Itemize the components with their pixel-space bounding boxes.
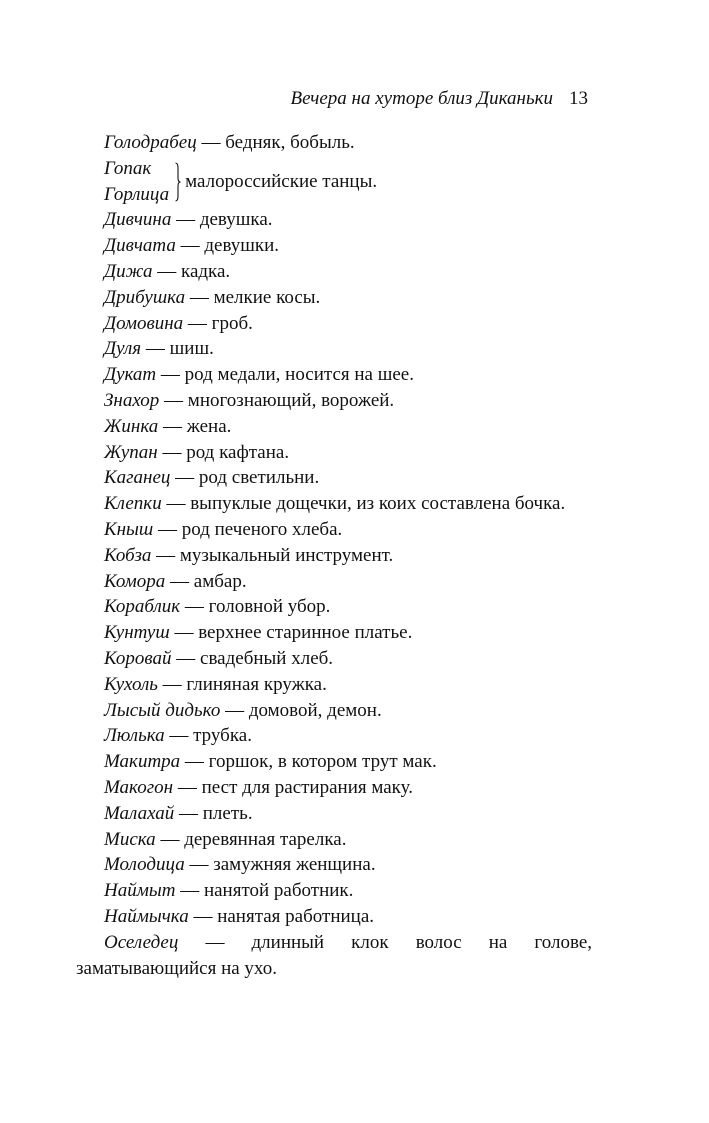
glossary-entry	[76, 414, 592, 440]
glossary-entry	[76, 827, 592, 853]
glossary-entry	[76, 311, 592, 337]
glossary-entry	[76, 362, 592, 388]
running-title: Вечера на хуторе близ Диканьки	[290, 88, 553, 109]
entry-dash: —	[158, 518, 178, 540]
glossary-entry	[76, 698, 592, 724]
glossary-entry	[76, 517, 592, 543]
glossary-entry	[76, 336, 592, 362]
entry-dash: —	[156, 544, 176, 566]
entry-dash: —	[160, 828, 180, 850]
glossary-entry	[76, 749, 592, 775]
entry-dash: —	[160, 364, 180, 386]
glossary-entry	[76, 801, 592, 827]
glossary-entry	[76, 440, 592, 466]
entry-definition: горшок, в котором трут мак.	[208, 751, 437, 773]
entry-term: Дукат	[104, 364, 157, 386]
entry-dash: —	[174, 622, 194, 644]
entry-definition: плеть.	[202, 802, 253, 824]
entry-term: Дивчата	[104, 235, 176, 257]
entry-definition: нанятая работница.	[217, 905, 375, 927]
group-term: Горлица	[104, 183, 170, 205]
entry-term: Макитра	[104, 751, 181, 773]
entry-term: Жупан	[104, 441, 158, 463]
entry-definition: жена.	[186, 415, 232, 437]
entry-term: Оселедец	[104, 931, 179, 953]
glossary-entry	[76, 775, 592, 801]
entry-definition: нанятой работник.	[203, 880, 354, 902]
entry-term: Люлька	[104, 725, 165, 747]
glossary-entry	[76, 878, 592, 904]
glossary-entry	[76, 388, 592, 414]
entry-term: Лысый дидько	[104, 699, 221, 721]
entry-term: Знахор	[104, 389, 160, 411]
entry-dash: —	[164, 389, 184, 411]
glossary-entry	[76, 904, 592, 930]
entry-term: Кораблик	[104, 596, 181, 618]
entry-dash: —	[170, 570, 190, 592]
entry-dash: —	[180, 880, 200, 902]
entry-term: Кунтуш	[104, 622, 170, 644]
entry-term: Кобза	[104, 544, 152, 566]
entry-dash: —	[157, 260, 177, 282]
entry-dash: —	[180, 235, 200, 257]
entry-term: Голодрабец	[104, 132, 197, 153]
glossary-entry	[76, 852, 592, 878]
entry-dash: —	[176, 209, 196, 231]
entry-definition: род кафтана.	[186, 441, 290, 463]
entry-term: Кухоль	[104, 673, 158, 695]
glossary-entry	[76, 620, 592, 646]
entry-definition: длинный клок волос на голове, заматывающийся на ухо.	[76, 931, 593, 979]
entry-term: Домовина	[104, 312, 184, 334]
entry-term: Комора	[104, 570, 166, 592]
glossary-entry	[76, 491, 592, 517]
entry-term: Дивчина	[104, 209, 172, 231]
entry-definition: девушки.	[204, 235, 280, 257]
entry-term: Миска	[104, 828, 156, 850]
entry-definition: головной убор.	[208, 596, 331, 618]
entry-dash: —	[163, 415, 182, 437]
entry-definition: верхнее старинное платье.	[198, 622, 413, 644]
entry-dash: —	[187, 312, 207, 334]
glossary-entry	[76, 930, 592, 982]
glossary-entry	[76, 233, 592, 259]
entry-dash: —	[184, 596, 204, 618]
page-number: 13	[569, 88, 588, 109]
entry-term: Клепки	[104, 493, 162, 515]
glossary-entry	[76, 207, 592, 233]
entry-definition: род печеного хлеба.	[181, 518, 343, 540]
entry-definition: амбар.	[193, 570, 247, 592]
entry-definition: трубка.	[193, 725, 252, 747]
entry-term: Коровай	[104, 647, 172, 669]
entry-term: Дуля	[104, 338, 142, 360]
entry-term: Дижа	[104, 260, 153, 282]
entry-dash: —	[169, 725, 189, 747]
entry-definition: многознающий, ворожей.	[187, 389, 395, 411]
group-definition: малороссийские танцы.	[185, 170, 378, 192]
entry-definition: домовой, демон.	[248, 699, 382, 721]
glossary-entries	[76, 207, 592, 981]
glossary-entry	[76, 723, 592, 749]
entry-term: Дрибушка	[104, 286, 186, 308]
entry-dash: —	[193, 905, 213, 927]
entry-definition: замужняя женщина.	[213, 854, 376, 876]
entry-definition: гроб.	[211, 312, 253, 334]
entry-term: Кныш	[104, 518, 154, 540]
entry-term: Жинка	[104, 415, 159, 437]
entry-term: Наймыт	[104, 880, 176, 902]
entry-term: Наймычка	[104, 905, 189, 927]
glossary-entry	[76, 569, 592, 595]
entry-definition: девушка.	[199, 209, 273, 231]
group-term: Гопак	[104, 157, 152, 179]
entry-definition: род медали, носится на шее.	[184, 364, 414, 386]
glossary-entry	[76, 465, 592, 491]
entry-term: Макогон	[104, 776, 174, 798]
running-header	[291, 88, 588, 110]
entry-term: Малахай	[104, 802, 175, 824]
glossary-entry	[76, 285, 592, 311]
entry-definition: глиняная кружка.	[186, 673, 327, 695]
entry-dash: —	[177, 776, 197, 798]
glossary-entry	[76, 672, 592, 698]
entry-dash: —	[189, 286, 209, 308]
glossary-entry	[76, 646, 592, 672]
entry-definition: свадебный хлеб.	[200, 647, 334, 669]
entry-dash: —	[162, 673, 182, 695]
glossary-entry	[76, 594, 592, 620]
entry-definition: музыкальный инструмент.	[179, 544, 394, 566]
entry-dash: —	[225, 699, 245, 721]
entry-dash: —	[184, 751, 204, 773]
glossary-entry	[76, 543, 592, 569]
entry-definition: пест для растирания маку.	[201, 776, 413, 798]
entry-dash: —	[201, 132, 221, 153]
entry-dash: —	[176, 647, 196, 669]
entry-term: Молодица	[104, 854, 185, 876]
entry-dash: —	[189, 854, 209, 876]
glossary-entry	[76, 259, 592, 285]
entry-definition: род светильни.	[198, 467, 320, 489]
entry-definition: кадка.	[181, 260, 231, 282]
entry-dash: —	[175, 467, 195, 489]
glossary-entry	[76, 130, 592, 156]
entry-dash: —	[145, 338, 165, 360]
right-brace-icon	[175, 162, 181, 202]
entry-term: Каганец	[104, 467, 171, 489]
entry-dash: —	[179, 802, 199, 824]
glossary-group-entry	[104, 156, 592, 208]
entry-definition: мелкие косы.	[213, 286, 321, 308]
entry-definition: деревянная тарелка.	[184, 828, 347, 850]
glossary	[76, 130, 592, 981]
entry-dash: —	[162, 441, 182, 463]
entry-definition: выпуклые дощечки, из коих составлена бочка.	[190, 493, 566, 515]
entry-definition: бедняк, бобыль.	[225, 132, 355, 153]
entry-definition: шиш.	[169, 338, 214, 360]
group-terms	[104, 156, 169, 208]
entry-dash: —	[205, 931, 225, 953]
entry-dash: —	[166, 493, 186, 515]
glossary-entries-before	[76, 130, 592, 156]
